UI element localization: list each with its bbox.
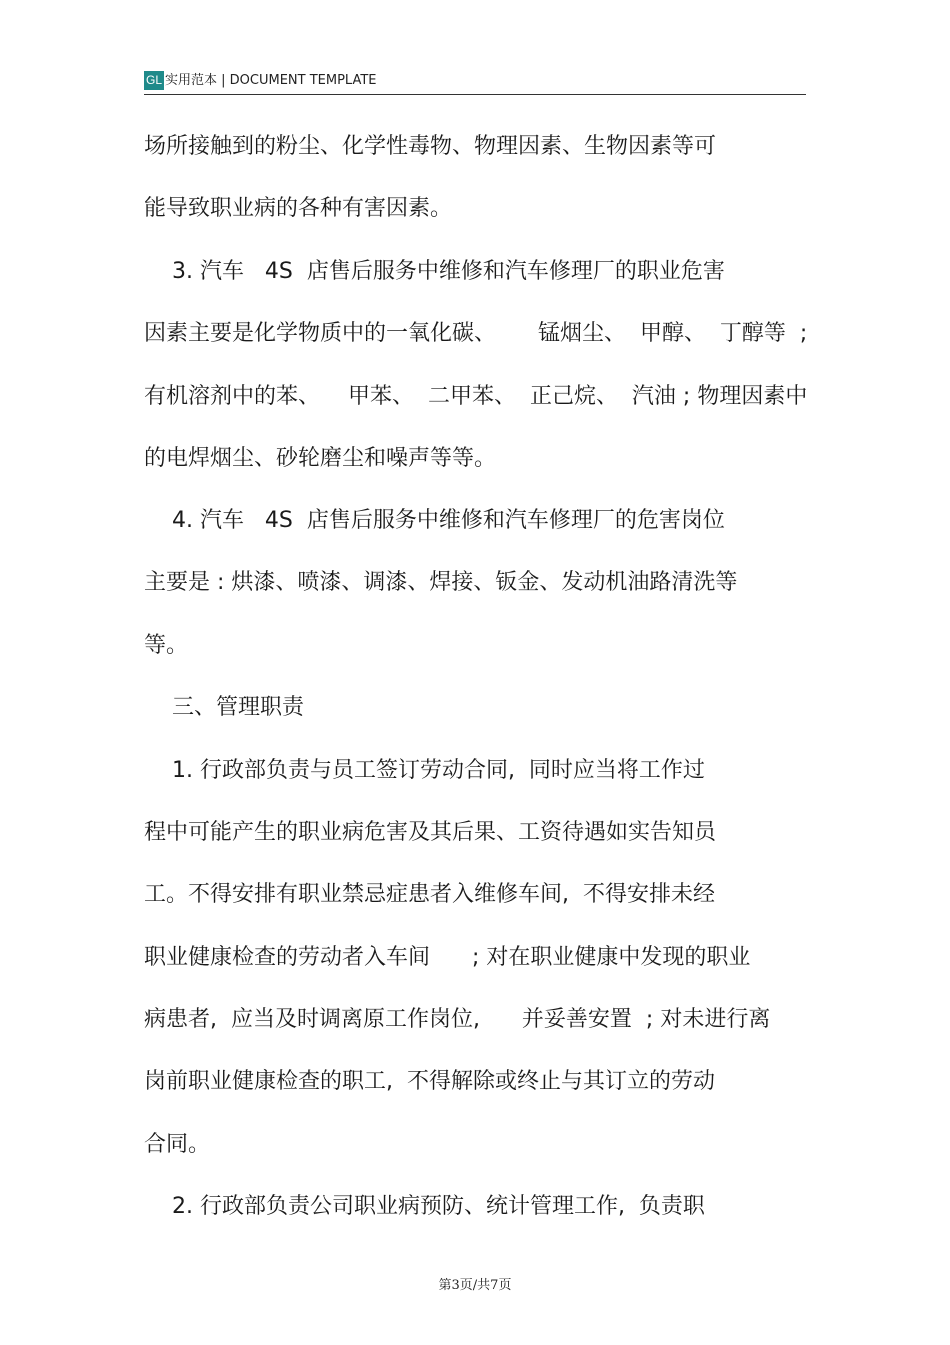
body-line: 3. 汽车 4S 店售后服务中维修和汽车修理厂的职业危害 xyxy=(144,259,725,284)
body-line: 因素主要是化学物质中的一氧化碳、 锰烟尘、 甲醇、 丁醇等 ; xyxy=(144,321,808,346)
body-line: 工。不得安排有职业禁忌症患者入维修车间, 不得安排未经 xyxy=(144,882,715,907)
body-line: 合同。 xyxy=(144,1132,211,1157)
body-line: 有机溶剂中的苯、 甲苯、 二甲苯、 正己烷、 汽油 ; 物理因素中 xyxy=(144,384,808,409)
gl-logo: GL xyxy=(144,71,164,90)
body-line: 职业健康检查的劳动者入车间 ; 对在职业健康中发现的职业 xyxy=(144,945,751,970)
body-line: 主要是 : 烘漆、喷漆、调漆、焊接、钣金、发动机油路清洗等 xyxy=(144,570,738,595)
body-line: 4. 汽车 4S 店售后服务中维修和汽车修理厂的危害岗位 xyxy=(144,508,725,533)
body-line: 能导致职业病的各种有害因素。 xyxy=(144,196,453,221)
document-header xyxy=(144,70,806,95)
body-line: 1. 行政部负责与员工签订劳动合同, 同时应当将工作过 xyxy=(144,758,705,783)
body-line: 2. 行政部负责公司职业病预防、统计管理工作, 负责职 xyxy=(144,1194,705,1219)
header-title: 实用范本 | DOCUMENT TEMPLATE xyxy=(165,73,377,88)
section-heading: 三、管理职责 xyxy=(144,695,304,720)
body-line: 程中可能产生的职业病危害及其后果、工资待遇如实告知员 xyxy=(144,820,717,845)
body-line: 病患者, 应当及时调离原工作岗位, 并妥善安置 ; 对未进行离 xyxy=(144,1007,771,1032)
body-line: 的电焊烟尘、砂轮磨尘和噪声等等。 xyxy=(144,446,497,471)
page-number: 第3页/共7页 xyxy=(438,1278,512,1293)
body-line: 场所接触到的粉尘、化学性毒物、物理因素、生物因素等可 xyxy=(144,134,717,159)
body-line: 岗前职业健康检查的职工, 不得解除或终止与其订立的劳动 xyxy=(144,1069,715,1094)
body-line: 等。 xyxy=(144,633,189,658)
